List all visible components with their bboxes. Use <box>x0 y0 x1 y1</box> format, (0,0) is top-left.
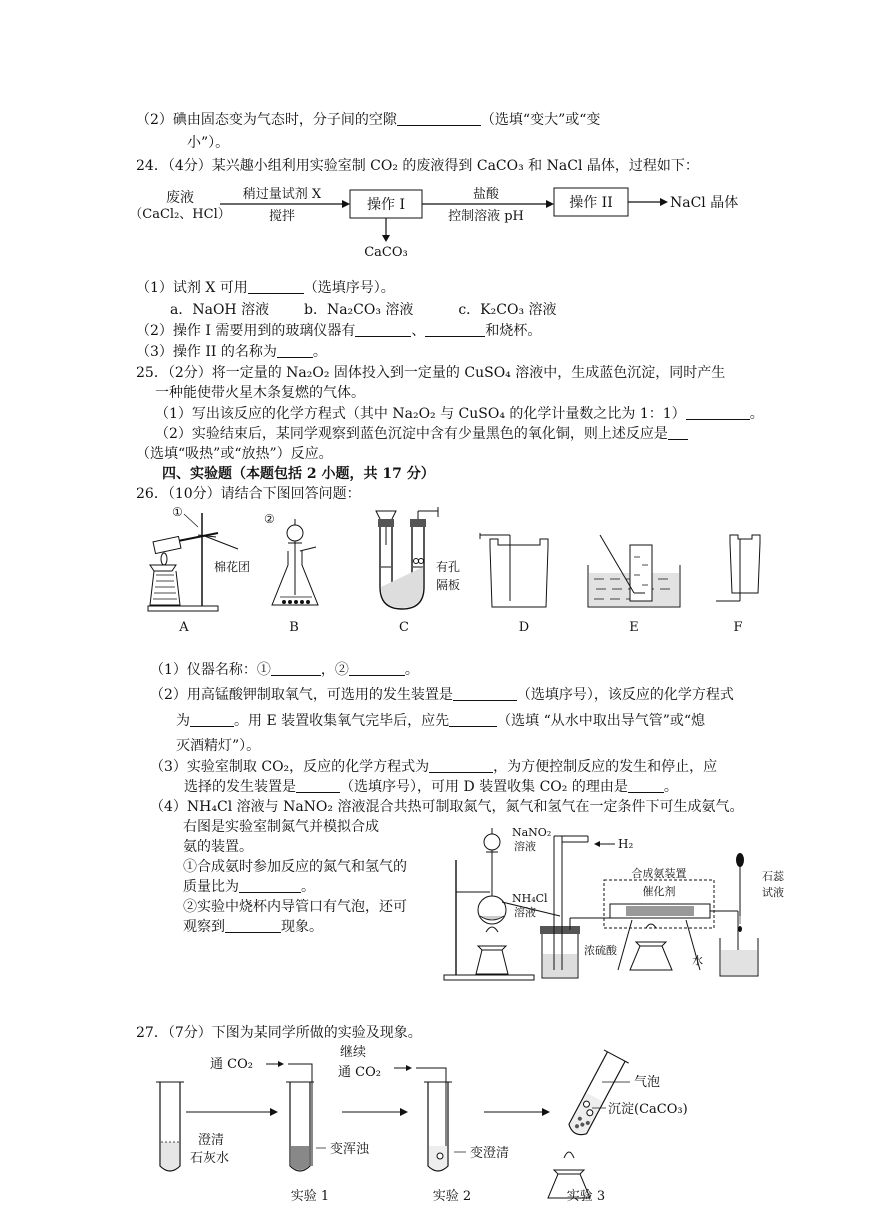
q23-blank[interactable] <box>397 111 481 126</box>
label-litmus-1: 石蕊 <box>762 870 784 883</box>
q26-p4-line2: 氨的装置。 <box>183 839 253 855</box>
q26-p2-line2: 为 。用 E 装置收集氧气完毕后，应先 （选填 “从水中取出导气管”或“熄 <box>176 713 706 729</box>
water-beaker <box>692 938 758 976</box>
q24-p1-blank[interactable] <box>248 279 304 294</box>
apparatus-label-a: A <box>179 620 189 635</box>
label-nh4cl-1: NH₄Cl <box>512 892 548 905</box>
q23-line1: （2）碘由固态变为气态时，分子间的空隙 （选填“变大”或“变 <box>136 112 601 128</box>
apparatus-c <box>376 507 460 635</box>
q26-p4-line4: 质量比为 。 <box>183 879 315 895</box>
label-water: 水 <box>692 954 703 967</box>
apparatus-e <box>588 535 680 635</box>
q26-p4-line1: 右图是实验室制氮气并模拟合成 <box>183 819 379 835</box>
q26-p2-line1: （2）用高锰酸钾制取氧气，可选用的发生装置是 （选填序号），该反应的化学方程式 <box>150 687 734 703</box>
q24-p2-blank-1[interactable] <box>355 322 411 337</box>
litmus-dropper <box>736 853 785 932</box>
apparatus-b <box>264 512 318 635</box>
flow-feed-1: 废液 <box>166 190 194 206</box>
q26-p3-blank-3[interactable] <box>628 778 664 793</box>
q26-p1-blank-1[interactable] <box>271 661 321 676</box>
label-catalyst: 催化剂 <box>642 885 676 898</box>
q27-stem: 27．（7分）下图为某同学所做的实验及现象。 <box>136 1025 422 1041</box>
q24-p3-blank[interactable] <box>277 343 313 358</box>
flow-final: NaCl 晶体 <box>670 195 739 211</box>
label-continue-2: 通 CO₂ <box>338 1065 381 1080</box>
q26-p3-blank-2[interactable] <box>296 778 340 793</box>
tube-heated <box>548 1050 688 1198</box>
apparatus-b-mark-2: ② <box>264 512 275 526</box>
apparatus-label-b: B <box>289 620 299 635</box>
tube-limewater <box>156 1082 229 1171</box>
q26-p3-blank-1[interactable] <box>429 758 493 773</box>
flow-arrowhead-2 <box>546 200 554 208</box>
label-bubble: 气泡 <box>634 1075 661 1090</box>
apparatus-c-plate-label-1: 有孔 <box>436 560 461 574</box>
apparatus-a-mark-1: ① <box>172 505 183 519</box>
label-clear: 变澄清 <box>470 1146 510 1161</box>
label-precipitate: 沉淀(CaCO₃) <box>608 1102 688 1117</box>
flow-down-product: CaCO₃ <box>364 245 408 260</box>
flow-arrowhead-3 <box>660 198 668 206</box>
flow-arrow2-bottom: 控制溶液 pH <box>448 209 524 224</box>
flow-arrow1-bottom: 搅拌 <box>268 209 296 224</box>
q27-experiment-figure <box>150 1046 710 1206</box>
synthesis-unit <box>604 866 738 970</box>
q24-option-c: c．K₂CO₃ 溶液 <box>458 302 557 318</box>
label-pass-co2: 通 CO₂ <box>210 1057 253 1072</box>
q26-p3-line2: 选择的发生装置是 （选填序号），可用 D 装置收集 CO₂ 的理由是 。 <box>184 779 678 795</box>
label-litmus-2: 试液 <box>762 886 784 899</box>
q26-p4-line5: ②实验中烧杯内导管口有气泡，还可 <box>183 899 407 915</box>
apparatus-label-e: E <box>629 620 639 635</box>
q24-p2: （2）操作 I 需要用到的玻璃仪器有 、 和烧杯。 <box>136 323 542 339</box>
flow-arrowhead-1 <box>342 200 350 208</box>
q26-ammonia-apparatus-figure <box>440 820 800 985</box>
apparatus-label-f: F <box>733 620 743 635</box>
apparatus-c-plate-label-2: 隔板 <box>436 578 461 592</box>
q25-blank-2[interactable] <box>668 425 688 440</box>
arrowhead-exp1-in <box>270 1108 278 1116</box>
section-4-heading: 四、实验题（本题包括 2 小题，共 17 分） <box>162 466 435 482</box>
q26-p4-stem: （4）NH₄Cl 溶液与 NaNO₂ 溶液混合共热可制取氮气，氮气和氢气在一定条件下可生成氨气。 <box>150 799 744 815</box>
label-synthesis: 合成氨装置 <box>631 867 687 880</box>
q24-p3: （3）操作 II 的名称为 。 <box>136 344 327 360</box>
q26-p2-line3: 灭酒精灯”）。 <box>176 738 261 754</box>
label-exp-2: 实验 2 <box>432 1189 472 1204</box>
q26-p4-blank-2[interactable] <box>225 918 281 933</box>
label-exp-1: 实验 1 <box>290 1189 330 1204</box>
q25-line1: 25．（2分）将一定量的 Na₂O₂ 固体投入到一定量的 CuSO₄ 溶液中，生成蓝色沉淀，同时产生 <box>136 365 726 381</box>
label-continue-1: 继续 <box>340 1045 367 1060</box>
apparatus-a <box>148 505 250 635</box>
q26-p4-line3: ①合成氨时参加反应的氮气和氢气的 <box>183 859 407 875</box>
q24-option-a: a．NaOH 溶液 <box>170 302 270 318</box>
label-limewater-1: 澄清 <box>198 1133 225 1148</box>
label-conc-acid: 浓硫酸 <box>584 944 617 957</box>
label-limewater-2: 石灰水 <box>190 1151 230 1166</box>
label-turbid: 变浑浊 <box>330 1142 370 1157</box>
q26-p2-blank-2[interactable] <box>190 712 234 727</box>
flow-arrow1-top: 稍过量试剂 X <box>242 187 322 202</box>
q26-p3-line1: （3）实验室制取 CO₂，反应的化学方程式为 ，为方便控制反应的发生和停止，应 <box>150 759 718 775</box>
q24-option-b: b．Na₂CO₃ 溶液 <box>304 302 414 318</box>
label-nh4cl-2: 溶液 <box>514 906 536 919</box>
q26-stem: 26．（10分）请结合下图回答问题： <box>136 486 361 502</box>
flow-feed-2: （CaCl₂、HCl） <box>129 207 231 222</box>
q23-line2: 小”）。 <box>187 135 230 151</box>
flow-box1-label: 操作 I <box>367 197 405 213</box>
q24-stem: 24．（4分）某兴趣小组利用实验室制 CO₂ 的废液得到 CaCO₃ 和 NaCl 晶体，过程如下： <box>136 158 699 174</box>
q26-p2-blank-1[interactable] <box>453 686 517 701</box>
q26-p4-blank-1[interactable] <box>239 878 301 893</box>
label-exp-3: 实验 3 <box>566 1189 606 1204</box>
flow-box2-label: 操作 II <box>569 195 613 211</box>
q24-options <box>170 301 557 319</box>
flow-arrow2-top: 盐酸 <box>472 187 500 202</box>
apparatus-label-d: D <box>518 620 530 635</box>
q25-blank-1[interactable] <box>686 405 750 420</box>
q24-p2-blank-2[interactable] <box>425 322 485 337</box>
arrowhead-exp3 <box>542 1108 550 1116</box>
apparatus-a-cotton-label: 棉花团 <box>214 560 251 574</box>
label-nano2-2: 溶液 <box>514 840 536 853</box>
q26-p2-blank-3[interactable] <box>449 712 497 727</box>
q24-flow-diagram <box>110 180 750 260</box>
q25-line3: （1）写出该反应的化学方程式（其中 Na₂O₂ 与 CuSO₄ 的化学计量数之比为 1：1） 。 <box>155 406 764 422</box>
apparatus-d <box>480 533 548 635</box>
q26-p4-line6: 观察到 现象。 <box>183 919 323 935</box>
arrowhead-exp2 <box>400 1108 408 1116</box>
label-nano2-1: NaNO₂ <box>512 826 552 839</box>
q26-p1-blank-2[interactable] <box>349 661 405 676</box>
q26-apparatus-figure <box>140 505 780 635</box>
q26-p1: （1）仪器名称：① ，② 。 <box>150 662 419 678</box>
flow-down-arrowhead <box>382 235 390 242</box>
apparatus-f <box>716 535 760 635</box>
q24-p1: （1）试剂 X 可用 （选填序号）。 <box>136 280 395 296</box>
q25-line2: 一种能使带火星木条复燃的气体。 <box>155 385 365 401</box>
q25-line5: （选填“吸热”或“放热”）反应。 <box>136 446 333 462</box>
q25-line4: （2）实验结束后，某同学观察到蓝色沉淀中含有少量黑色的氧化铜，则上述反应是 <box>155 425 688 443</box>
label-h2: H₂ <box>618 837 634 851</box>
apparatus-label-c: C <box>399 620 409 635</box>
